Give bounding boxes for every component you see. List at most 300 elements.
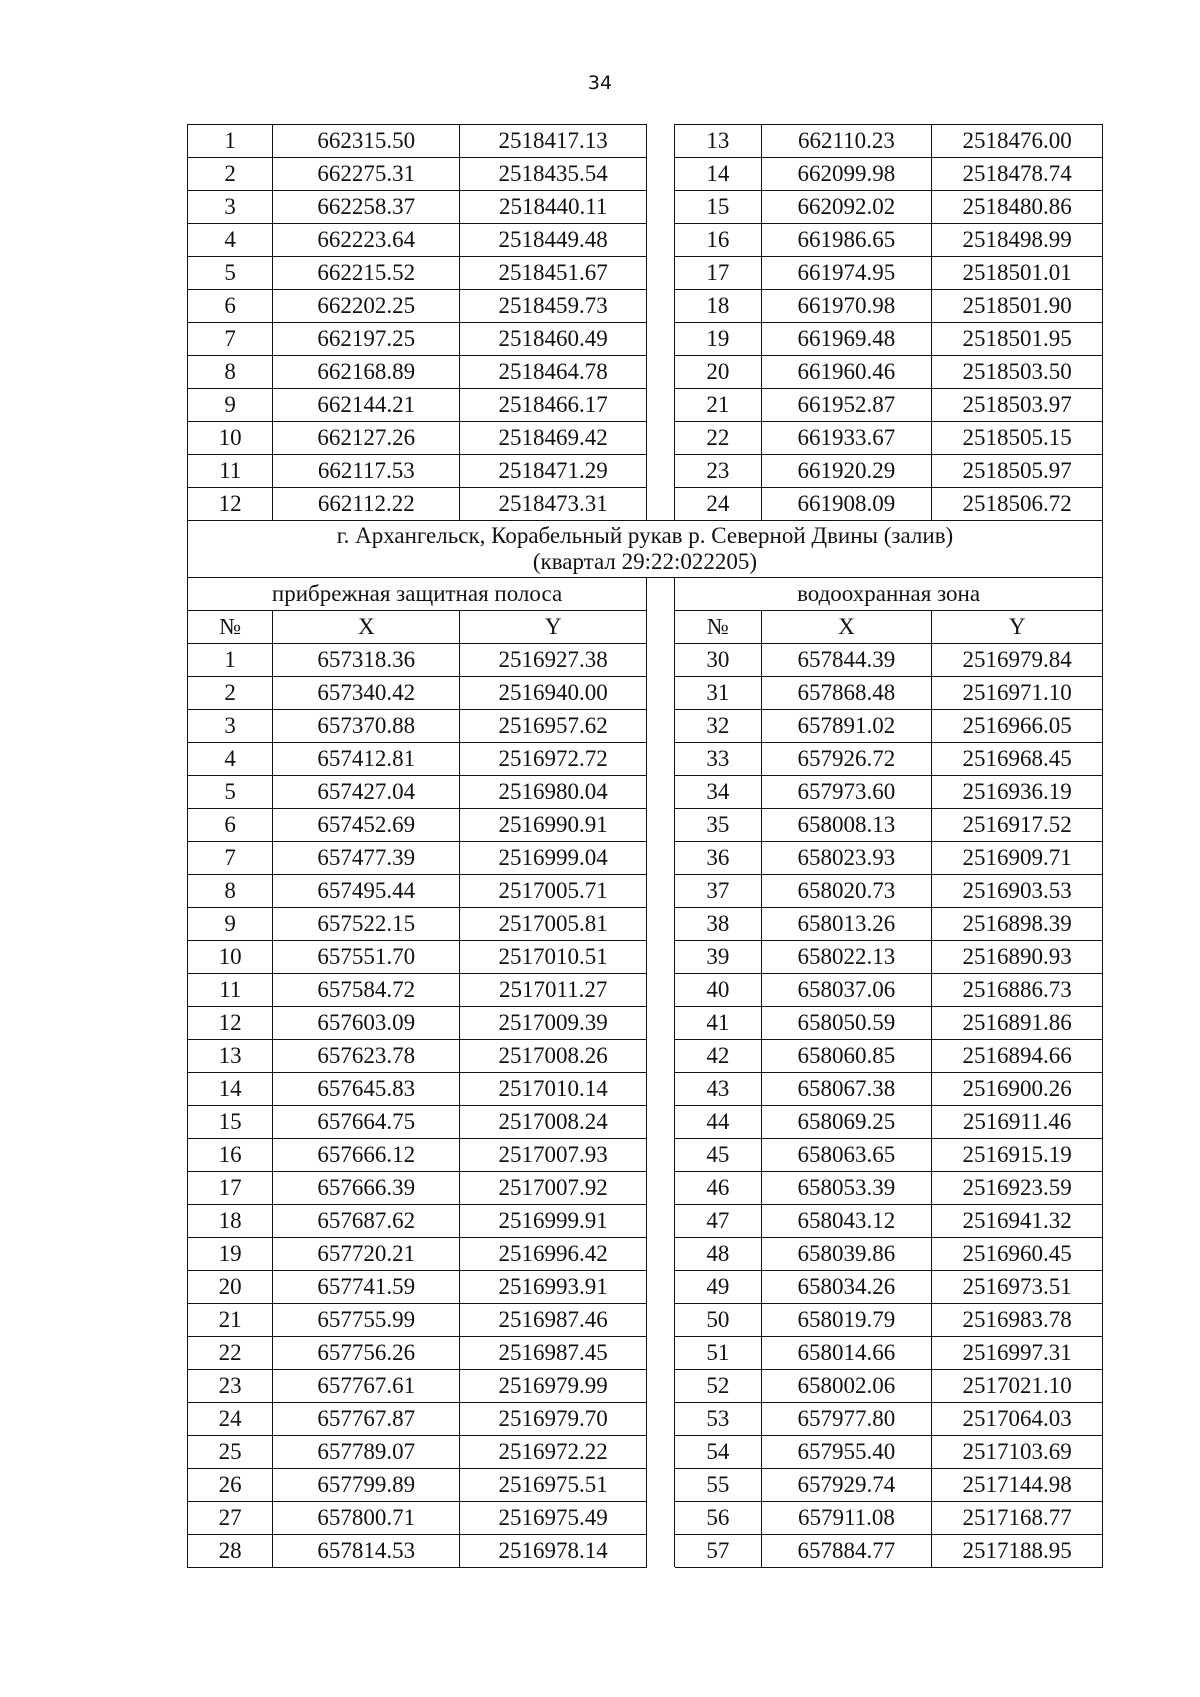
coord-x-right: 661920.29	[761, 455, 932, 488]
coord-x-right: 661960.46	[761, 356, 932, 389]
table-row	[188, 842, 1103, 875]
point-number-left: 11	[188, 974, 273, 1007]
point-number-right: 46	[675, 1172, 761, 1205]
coord-x-right: 658014.66	[761, 1337, 932, 1370]
coord-x-right: 661952.87	[761, 389, 932, 422]
coord-x-left: 657756.26	[273, 1337, 460, 1370]
section-caption	[188, 521, 1103, 578]
column-gap	[647, 1040, 675, 1073]
coord-x-right: 658067.38	[761, 1073, 932, 1106]
coord-y-right: 2516966.05	[932, 710, 1103, 743]
coord-y-right: 2516909.71	[932, 842, 1103, 875]
point-number-left: 9	[188, 389, 273, 422]
header-x-right: X	[761, 611, 932, 644]
coord-x-right: 657955.40	[761, 1436, 932, 1469]
point-number-left: 10	[188, 941, 273, 974]
coord-x-right: 658023.93	[761, 842, 932, 875]
column-gap	[647, 1502, 675, 1535]
coord-y-left: 2518460.49	[460, 323, 647, 356]
coord-x-left: 662127.26	[273, 422, 460, 455]
point-number-right: 40	[675, 974, 761, 1007]
point-number-left: 22	[188, 1337, 273, 1370]
column-gap	[647, 257, 675, 290]
point-number-right: 51	[675, 1337, 761, 1370]
coord-x-right: 658013.26	[761, 908, 932, 941]
coord-y-right: 2516898.39	[932, 908, 1103, 941]
column-gap	[647, 1007, 675, 1040]
point-number-right: 17	[675, 257, 761, 290]
coord-y-right: 2518505.15	[932, 422, 1103, 455]
column-gap	[647, 1337, 675, 1370]
table-row	[188, 323, 1103, 356]
point-number-right: 57	[675, 1535, 761, 1568]
coord-x-right: 658037.06	[761, 974, 932, 1007]
coord-x-right: 657911.08	[761, 1502, 932, 1535]
coord-y-left: 2518451.67	[460, 257, 647, 290]
column-gap	[647, 974, 675, 1007]
coord-x-right: 657929.74	[761, 1469, 932, 1502]
coord-y-left: 2518449.48	[460, 224, 647, 257]
column-gap	[647, 710, 675, 743]
coord-x-right: 658063.65	[761, 1139, 932, 1172]
point-number-right: 48	[675, 1238, 761, 1271]
table-row	[188, 1007, 1103, 1040]
table-row	[188, 389, 1103, 422]
header-num-right: №	[675, 611, 761, 644]
table-row	[188, 1469, 1103, 1502]
point-number-left: 12	[188, 488, 273, 521]
point-number-right: 37	[675, 875, 761, 908]
header-y-left: Y	[460, 611, 647, 644]
point-number-right: 54	[675, 1436, 761, 1469]
coord-x-right: 661969.48	[761, 323, 932, 356]
table-row	[188, 1139, 1103, 1172]
coord-y-left: 2518435.54	[460, 158, 647, 191]
table-row	[188, 257, 1103, 290]
column-gap	[647, 158, 675, 191]
coord-y-right: 2518501.95	[932, 323, 1103, 356]
coord-x-right: 661970.98	[761, 290, 932, 323]
coord-y-right: 2516973.51	[932, 1271, 1103, 1304]
column-gap	[647, 842, 675, 875]
point-number-left: 3	[188, 191, 273, 224]
point-number-right: 36	[675, 842, 761, 875]
coord-x-right: 658060.85	[761, 1040, 932, 1073]
point-number-right: 44	[675, 1106, 761, 1139]
coord-y-left: 2516972.22	[460, 1436, 647, 1469]
point-number-left: 2	[188, 158, 273, 191]
header-y-right: Y	[932, 611, 1103, 644]
coord-x-left: 657666.12	[273, 1139, 460, 1172]
header-num-left: №	[188, 611, 273, 644]
coord-y-right: 2518503.97	[932, 389, 1103, 422]
coord-x-left: 662168.89	[273, 356, 460, 389]
coord-y-left: 2517008.26	[460, 1040, 647, 1073]
point-number-left: 4	[188, 743, 273, 776]
coord-y-right: 2516911.46	[932, 1106, 1103, 1139]
column-gap	[647, 1238, 675, 1271]
coord-y-right: 2516903.53	[932, 875, 1103, 908]
coord-y-left: 2518469.42	[460, 422, 647, 455]
table-row	[188, 1403, 1103, 1436]
table-row	[188, 290, 1103, 323]
coord-y-left: 2516987.45	[460, 1337, 647, 1370]
point-number-left: 12	[188, 1007, 273, 1040]
coordinates-table-wrapper	[187, 124, 1103, 1568]
coord-x-right: 661974.95	[761, 257, 932, 290]
table-row	[188, 644, 1103, 677]
zone-title-right: водоохранная зона	[675, 578, 1103, 611]
point-number-left: 2	[188, 677, 273, 710]
column-gap	[647, 1139, 675, 1172]
point-number-right: 13	[675, 125, 761, 158]
coord-y-left: 2517005.81	[460, 908, 647, 941]
point-number-left: 25	[188, 1436, 273, 1469]
coord-y-right: 2516923.59	[932, 1172, 1103, 1205]
column-gap	[647, 1106, 675, 1139]
column-gap	[647, 644, 675, 677]
point-number-left: 7	[188, 842, 273, 875]
point-number-right: 18	[675, 290, 761, 323]
point-number-left: 11	[188, 455, 273, 488]
coord-y-right: 2518498.99	[932, 224, 1103, 257]
column-gap	[647, 290, 675, 323]
coord-x-left: 662258.37	[273, 191, 460, 224]
coord-x-left: 657427.04	[273, 776, 460, 809]
coord-y-left: 2517010.14	[460, 1073, 647, 1106]
column-gap	[647, 1403, 675, 1436]
column-gap	[647, 743, 675, 776]
point-number-right: 33	[675, 743, 761, 776]
column-gap	[647, 125, 675, 158]
coord-x-right: 658050.59	[761, 1007, 932, 1040]
column-gap	[647, 776, 675, 809]
point-number-left: 16	[188, 1139, 273, 1172]
coord-y-right: 2516894.66	[932, 1040, 1103, 1073]
coord-x-left: 657800.71	[273, 1502, 460, 1535]
table-row	[188, 488, 1103, 521]
point-number-left: 27	[188, 1502, 273, 1535]
coord-x-left: 657799.89	[273, 1469, 460, 1502]
table-row	[188, 1073, 1103, 1106]
coord-x-right: 657926.72	[761, 743, 932, 776]
table-row	[188, 191, 1103, 224]
coord-y-left: 2516980.04	[460, 776, 647, 809]
point-number-right: 22	[675, 422, 761, 455]
coord-y-right: 2516936.19	[932, 776, 1103, 809]
point-number-left: 19	[188, 1238, 273, 1271]
caption-section	[188, 521, 1103, 644]
table-row	[188, 158, 1103, 191]
table-row	[188, 422, 1103, 455]
coord-x-right: 662092.02	[761, 191, 932, 224]
table-row	[188, 1040, 1103, 1073]
coord-x-left: 657645.83	[273, 1073, 460, 1106]
coord-y-right: 2517103.69	[932, 1436, 1103, 1469]
coord-x-left: 657741.59	[273, 1271, 460, 1304]
table-row	[188, 1370, 1103, 1403]
coord-x-left: 662275.31	[273, 158, 460, 191]
coord-y-left: 2517011.27	[460, 974, 647, 1007]
column-gap	[647, 323, 675, 356]
point-number-left: 24	[188, 1403, 273, 1436]
table-row	[188, 1436, 1103, 1469]
coord-x-right: 658019.79	[761, 1304, 932, 1337]
coord-y-right: 2516968.45	[932, 743, 1103, 776]
coord-y-right: 2518506.72	[932, 488, 1103, 521]
coord-x-left: 657814.53	[273, 1535, 460, 1568]
coord-x-right: 658069.25	[761, 1106, 932, 1139]
coord-y-left: 2517007.92	[460, 1172, 647, 1205]
coord-y-right: 2518505.97	[932, 455, 1103, 488]
table-row	[188, 974, 1103, 1007]
coord-x-left: 657767.87	[273, 1403, 460, 1436]
coord-x-left: 657477.39	[273, 842, 460, 875]
column-gap	[647, 1469, 675, 1502]
coord-y-left: 2518417.13	[460, 125, 647, 158]
table-row	[188, 356, 1103, 389]
coord-x-left: 657452.69	[273, 809, 460, 842]
caption-line-1: г. Архангельск, Корабельный рукав р. Северной Двины (залив)	[336, 523, 954, 548]
coord-x-left: 662215.52	[273, 257, 460, 290]
coord-x-left: 657370.88	[273, 710, 460, 743]
point-number-left: 28	[188, 1535, 273, 1568]
point-number-right: 56	[675, 1502, 761, 1535]
point-number-left: 6	[188, 809, 273, 842]
coord-y-right: 2517168.77	[932, 1502, 1103, 1535]
table-row	[188, 710, 1103, 743]
coord-y-right: 2516890.93	[932, 941, 1103, 974]
coord-x-right: 658039.86	[761, 1238, 932, 1271]
coord-x-left: 657522.15	[273, 908, 460, 941]
point-number-right: 15	[675, 191, 761, 224]
column-gap	[647, 1271, 675, 1304]
coord-x-left: 657584.72	[273, 974, 460, 1007]
column-gap	[647, 488, 675, 521]
table-row	[188, 1535, 1103, 1568]
table-row	[188, 1106, 1103, 1139]
coord-x-left: 657767.61	[273, 1370, 460, 1403]
point-number-left: 6	[188, 290, 273, 323]
coord-x-left: 657318.36	[273, 644, 460, 677]
point-number-left: 23	[188, 1370, 273, 1403]
column-gap	[647, 1172, 675, 1205]
coord-y-right: 2518501.90	[932, 290, 1103, 323]
point-number-left: 1	[188, 644, 273, 677]
coord-y-left: 2516979.99	[460, 1370, 647, 1403]
coord-y-right: 2516915.19	[932, 1139, 1103, 1172]
coord-y-left: 2516957.62	[460, 710, 647, 743]
table-row	[188, 743, 1103, 776]
point-number-right: 24	[675, 488, 761, 521]
coord-x-right: 658053.39	[761, 1172, 932, 1205]
point-number-right: 41	[675, 1007, 761, 1040]
coord-y-right: 2518476.00	[932, 125, 1103, 158]
coord-x-left: 657687.62	[273, 1205, 460, 1238]
coord-x-left: 657664.75	[273, 1106, 460, 1139]
point-number-left: 10	[188, 422, 273, 455]
coord-y-right: 2516997.31	[932, 1337, 1103, 1370]
coord-y-left: 2518440.11	[460, 191, 647, 224]
point-number-right: 14	[675, 158, 761, 191]
coord-y-right: 2516900.26	[932, 1073, 1103, 1106]
column-gap	[647, 1370, 675, 1403]
column-gap	[647, 578, 675, 611]
point-number-left: 8	[188, 356, 273, 389]
coord-x-left: 657340.42	[273, 677, 460, 710]
coord-y-left: 2516927.38	[460, 644, 647, 677]
table-row	[188, 809, 1103, 842]
point-number-left: 15	[188, 1106, 273, 1139]
column-gap	[647, 1436, 675, 1469]
coord-y-left: 2516975.49	[460, 1502, 647, 1535]
coord-x-right: 661933.67	[761, 422, 932, 455]
point-number-right: 31	[675, 677, 761, 710]
point-number-right: 32	[675, 710, 761, 743]
coord-x-right: 661986.65	[761, 224, 932, 257]
coord-x-left: 657412.81	[273, 743, 460, 776]
point-number-right: 47	[675, 1205, 761, 1238]
coord-x-left: 657755.99	[273, 1304, 460, 1337]
point-number-right: 20	[675, 356, 761, 389]
table-row	[188, 677, 1103, 710]
column-gap	[647, 677, 675, 710]
coord-x-right: 657844.39	[761, 644, 932, 677]
point-number-left: 26	[188, 1469, 273, 1502]
table-row	[188, 455, 1103, 488]
coord-x-left: 662117.53	[273, 455, 460, 488]
column-gap	[647, 224, 675, 257]
coord-x-left: 662315.50	[273, 125, 460, 158]
column-gap	[647, 941, 675, 974]
point-number-right: 21	[675, 389, 761, 422]
coord-y-right: 2517188.95	[932, 1535, 1103, 1568]
column-gap	[647, 1304, 675, 1337]
table-row	[188, 1304, 1103, 1337]
point-number-right: 55	[675, 1469, 761, 1502]
column-gap	[647, 1073, 675, 1106]
coord-x-right: 657891.02	[761, 710, 932, 743]
table-row	[188, 1502, 1103, 1535]
point-number-right: 53	[675, 1403, 761, 1436]
coord-y-right: 2518503.50	[932, 356, 1103, 389]
coord-y-left: 2518471.29	[460, 455, 647, 488]
coord-y-left: 2516940.00	[460, 677, 647, 710]
column-gap	[647, 422, 675, 455]
point-number-right: 35	[675, 809, 761, 842]
coord-x-left: 657551.70	[273, 941, 460, 974]
point-number-right: 34	[675, 776, 761, 809]
point-number-left: 5	[188, 776, 273, 809]
point-number-right: 50	[675, 1304, 761, 1337]
point-number-right: 16	[675, 224, 761, 257]
column-gap	[647, 875, 675, 908]
coord-x-right: 658020.73	[761, 875, 932, 908]
column-gap	[647, 611, 675, 644]
coord-y-left: 2517010.51	[460, 941, 647, 974]
point-number-right: 38	[675, 908, 761, 941]
point-number-left: 13	[188, 1040, 273, 1073]
point-number-left: 1	[188, 125, 273, 158]
coord-x-left: 662144.21	[273, 389, 460, 422]
coord-x-left: 657623.78	[273, 1040, 460, 1073]
column-gap	[647, 809, 675, 842]
table-row	[188, 224, 1103, 257]
coord-y-right: 2516917.52	[932, 809, 1103, 842]
point-number-right: 39	[675, 941, 761, 974]
coord-x-left: 657789.07	[273, 1436, 460, 1469]
coord-y-left: 2516993.91	[460, 1271, 647, 1304]
point-number-left: 4	[188, 224, 273, 257]
point-number-right: 19	[675, 323, 761, 356]
coord-x-right: 657868.48	[761, 677, 932, 710]
coord-y-right: 2516983.78	[932, 1304, 1103, 1337]
table-row	[188, 1172, 1103, 1205]
caption-line-2: (квартал 29:22:022205)	[532, 549, 758, 574]
table-row	[188, 1238, 1103, 1271]
coord-y-right: 2516941.32	[932, 1205, 1103, 1238]
coord-y-left: 2516999.91	[460, 1205, 647, 1238]
coord-x-right: 662099.98	[761, 158, 932, 191]
coord-y-left: 2517007.93	[460, 1139, 647, 1172]
page-number: 34	[587, 72, 613, 94]
point-number-left: 8	[188, 875, 273, 908]
coord-x-right: 658002.06	[761, 1370, 932, 1403]
coord-y-left: 2516978.14	[460, 1535, 647, 1568]
coord-x-right: 657973.60	[761, 776, 932, 809]
table-row	[188, 908, 1103, 941]
point-number-left: 18	[188, 1205, 273, 1238]
column-gap	[647, 1535, 675, 1568]
table-row	[188, 125, 1103, 158]
coord-y-left: 2516975.51	[460, 1469, 647, 1502]
coord-x-left: 662223.64	[273, 224, 460, 257]
coord-x-right: 658022.13	[761, 941, 932, 974]
coord-y-right: 2518478.74	[932, 158, 1103, 191]
coord-x-right: 657884.77	[761, 1535, 932, 1568]
coord-x-right: 657977.80	[761, 1403, 932, 1436]
point-number-left: 5	[188, 257, 273, 290]
coord-y-right: 2518480.86	[932, 191, 1103, 224]
point-number-left: 7	[188, 323, 273, 356]
top-section	[188, 125, 1103, 521]
table-row	[188, 941, 1103, 974]
point-number-left: 9	[188, 908, 273, 941]
coord-x-left: 657495.44	[273, 875, 460, 908]
coord-y-right: 2517064.03	[932, 1403, 1103, 1436]
table-row	[188, 1337, 1103, 1370]
column-gap	[647, 191, 675, 224]
table-row	[188, 776, 1103, 809]
coord-y-left: 2516987.46	[460, 1304, 647, 1337]
point-number-right: 23	[675, 455, 761, 488]
coord-y-right: 2516886.73	[932, 974, 1103, 1007]
point-number-left: 3	[188, 710, 273, 743]
coord-y-left: 2518466.17	[460, 389, 647, 422]
column-gap	[647, 389, 675, 422]
point-number-right: 49	[675, 1271, 761, 1304]
coord-y-right: 2516979.84	[932, 644, 1103, 677]
coord-y-right: 2516891.86	[932, 1007, 1103, 1040]
point-number-right: 43	[675, 1073, 761, 1106]
coord-y-left: 2516979.70	[460, 1403, 647, 1436]
coord-x-left: 662197.25	[273, 323, 460, 356]
coord-x-right: 658008.13	[761, 809, 932, 842]
point-number-right: 45	[675, 1139, 761, 1172]
point-number-right: 42	[675, 1040, 761, 1073]
zone-title-left: прибрежная защитная полоса	[188, 578, 647, 611]
coord-x-right: 662110.23	[761, 125, 932, 158]
